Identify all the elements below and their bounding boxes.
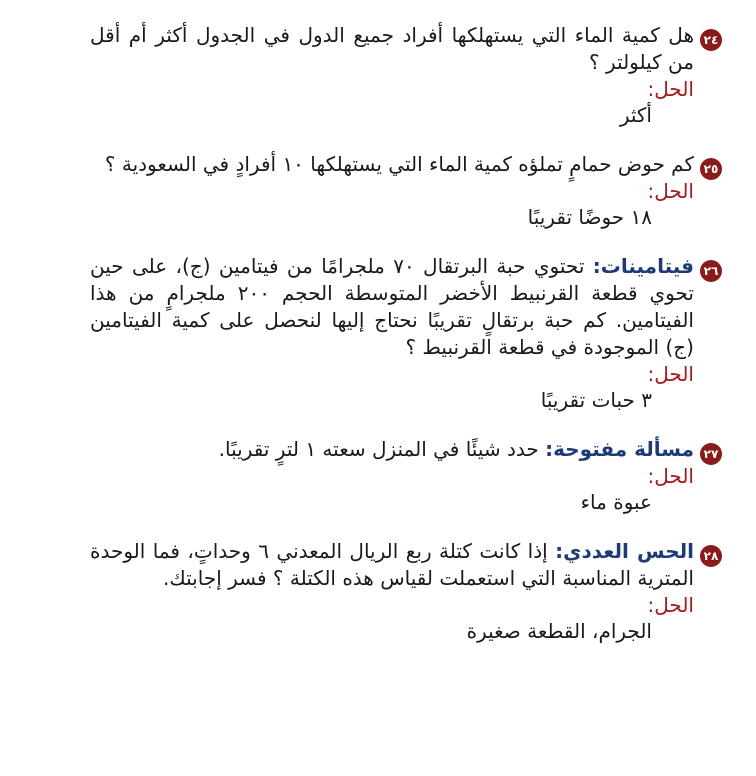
problem-24 <box>90 22 719 129</box>
problem-keyword: الحس العددي: <box>555 539 694 563</box>
problem-number-badge: ٢٦ <box>700 260 722 282</box>
problem-28 <box>90 538 719 645</box>
problem-answer: الجرام، القطعة صغيرة <box>466 619 652 643</box>
problem-question-text: تحتوي حبة البرتقال ٧٠ ملجرامًا من فيتامين (ج)، على حين تحوي قطعة القرنبيط الأخضر المتوسطة الحجم ٢٠٠ ملجرامٍ من هذا الفيتامين. كم حبة برتقالٍ تقريبًا نحتاج إليها لنحصل على كمية الفيتامين (ج) الموجودة في قطعة القرنبيط ؟ <box>90 254 694 359</box>
problem-question-text: هل كمية الماء التي يستهلكها أفراد جميع الدول في الجدول أكثر أم أقل من كيلولتر ؟ <box>90 23 694 74</box>
solution-label: الحل: <box>647 593 694 617</box>
problem-question <box>90 22 694 76</box>
problem-number-badge: ٢٨ <box>700 545 722 567</box>
problem-number-badge: ٢٥ <box>700 158 722 180</box>
problem-question <box>90 151 694 178</box>
problem-25 <box>90 151 719 231</box>
problem-26 <box>90 253 719 414</box>
problem-27 <box>90 436 719 516</box>
problem-question <box>90 538 694 592</box>
problem-answer: أكثر <box>619 103 652 127</box>
problem-keyword: مسألة مفتوحة: <box>545 437 694 461</box>
solution-label: الحل: <box>647 464 694 488</box>
solution-label: الحل: <box>647 362 694 386</box>
solution-label: الحل: <box>647 77 694 101</box>
problem-question-text: كم حوض حمامٍ تملؤه كمية الماء التي يستهلكها ١٠ أفرادٍ في السعودية ؟ <box>104 152 694 176</box>
problem-question-text: إذا كانت كتلة ربع الريال المعدني ٦ وحداتٍ، فما الوحدة المترية المناسبة التي استعملت لقياس هذه الكتلة ؟ فسر إجابتك. <box>90 539 694 590</box>
problem-number-badge: ٢٧ <box>700 443 722 465</box>
problem-question <box>90 436 694 463</box>
problem-answer: ٣ حبات تقريبًا <box>540 388 652 412</box>
problem-keyword: فيتامينات: <box>592 254 694 278</box>
problem-answer: عبوة ماء <box>580 490 652 514</box>
problem-number-badge: ٢٤ <box>700 29 722 51</box>
problem-question <box>90 253 694 361</box>
solution-label: الحل: <box>647 179 694 203</box>
problem-answer: ١٨ حوضًا تقريبًا <box>527 205 652 229</box>
problem-question-text: حدد شيئًا في المنزل سعته ١ لترٍ تقريبًا. <box>218 437 539 461</box>
